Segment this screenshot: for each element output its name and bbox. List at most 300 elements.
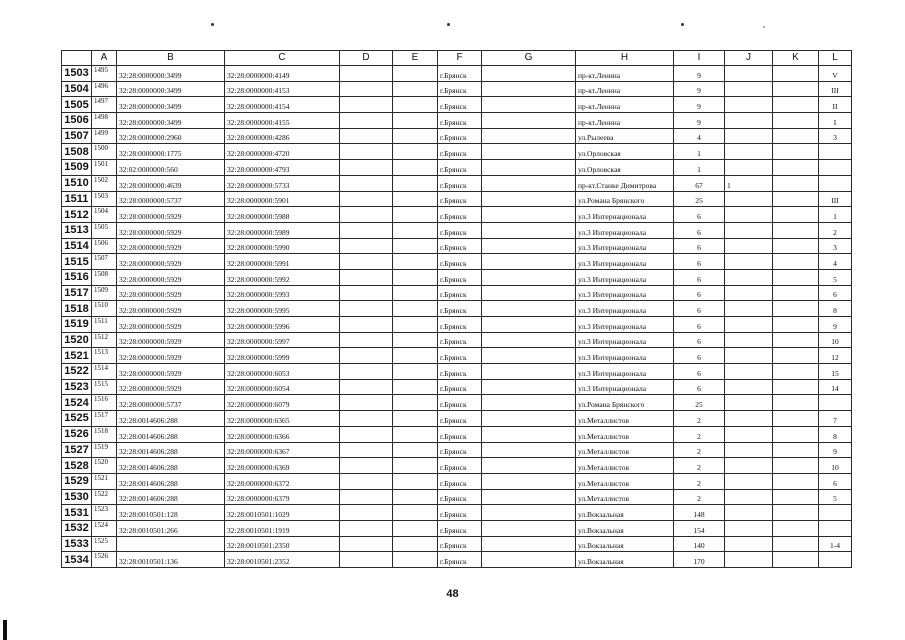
- cell-c[interactable]: 32:28:0000000:6053: [225, 364, 340, 380]
- cell-j[interactable]: [725, 285, 773, 301]
- row-header[interactable]: 1513: [62, 222, 92, 238]
- cell-d[interactable]: [340, 144, 393, 160]
- cell-g[interactable]: [482, 442, 576, 458]
- cell-b[interactable]: 32:28:0000000:3499: [117, 113, 225, 129]
- cell-l[interactable]: [819, 395, 852, 411]
- cell-a[interactable]: 1524: [92, 520, 117, 536]
- cell-c[interactable]: 32:28:0000000:6369: [225, 458, 340, 474]
- row-header[interactable]: 1524: [62, 395, 92, 411]
- cell-g[interactable]: [482, 520, 576, 536]
- cell-c[interactable]: 32:28:0000000:6365: [225, 411, 340, 427]
- cell-j[interactable]: [725, 254, 773, 270]
- cell-g[interactable]: [482, 348, 576, 364]
- cell-e[interactable]: [393, 442, 438, 458]
- cell-f[interactable]: г.Брянск: [438, 128, 482, 144]
- cell-f[interactable]: г.Брянск: [438, 285, 482, 301]
- cell-l[interactable]: 3: [819, 238, 852, 254]
- cell-l[interactable]: 15: [819, 364, 852, 380]
- cell-l[interactable]: 12: [819, 348, 852, 364]
- cell-l[interactable]: III: [819, 81, 852, 97]
- cell-j[interactable]: [725, 505, 773, 521]
- cell-k[interactable]: [773, 379, 819, 395]
- row-header[interactable]: 1517: [62, 285, 92, 301]
- row-header[interactable]: 1527: [62, 442, 92, 458]
- cell-l[interactable]: 10: [819, 332, 852, 348]
- cell-k[interactable]: [773, 175, 819, 191]
- cell-a[interactable]: 1515: [92, 379, 117, 395]
- cell-i[interactable]: 6: [674, 238, 725, 254]
- cell-b[interactable]: 32:28:0000000:5929: [117, 364, 225, 380]
- cell-b[interactable]: 32:28:0000000:3499: [117, 97, 225, 113]
- cell-e[interactable]: [393, 473, 438, 489]
- cell-k[interactable]: [773, 317, 819, 333]
- cell-h[interactable]: ул.3 Интернационала: [576, 332, 674, 348]
- cell-h[interactable]: ул.Вокзальная: [576, 536, 674, 552]
- cell-f[interactable]: г.Брянск: [438, 395, 482, 411]
- cell-i[interactable]: 6: [674, 269, 725, 285]
- cell-l[interactable]: 9: [819, 442, 852, 458]
- cell-k[interactable]: [773, 222, 819, 238]
- cell-l[interactable]: 8: [819, 301, 852, 317]
- cell-g[interactable]: [482, 536, 576, 552]
- cell-e[interactable]: [393, 489, 438, 505]
- cell-a[interactable]: 1497: [92, 97, 117, 113]
- cell-d[interactable]: [340, 442, 393, 458]
- cell-g[interactable]: [482, 254, 576, 270]
- cell-h[interactable]: ул.Вокзальная: [576, 520, 674, 536]
- cell-j[interactable]: [725, 411, 773, 427]
- column-header[interactable]: J: [725, 51, 773, 66]
- column-header[interactable]: C: [225, 51, 340, 66]
- cell-j[interactable]: [725, 552, 773, 568]
- column-header[interactable]: E: [393, 51, 438, 66]
- cell-i[interactable]: 9: [674, 81, 725, 97]
- cell-k[interactable]: [773, 395, 819, 411]
- row-header[interactable]: 1507: [62, 128, 92, 144]
- cell-h[interactable]: ул.Вокзальная: [576, 505, 674, 521]
- cell-i[interactable]: 6: [674, 254, 725, 270]
- cell-f[interactable]: г.Брянск: [438, 411, 482, 427]
- cell-l[interactable]: 3: [819, 128, 852, 144]
- cell-g[interactable]: [482, 458, 576, 474]
- cell-j[interactable]: [725, 191, 773, 207]
- cell-c[interactable]: 32:28:0000000:5988: [225, 207, 340, 223]
- cell-e[interactable]: [393, 505, 438, 521]
- cell-i[interactable]: 4: [674, 128, 725, 144]
- cell-a[interactable]: 1526: [92, 552, 117, 568]
- cell-d[interactable]: [340, 520, 393, 536]
- cell-a[interactable]: 1501: [92, 160, 117, 176]
- cell-h[interactable]: ул.3 Интернационала: [576, 379, 674, 395]
- cell-l[interactable]: [819, 505, 852, 521]
- cell-e[interactable]: [393, 536, 438, 552]
- cell-k[interactable]: [773, 254, 819, 270]
- cell-c[interactable]: 32:28:0000000:6367: [225, 442, 340, 458]
- cell-b[interactable]: 32:28:0014606:288: [117, 489, 225, 505]
- column-header[interactable]: L: [819, 51, 852, 66]
- cell-k[interactable]: [773, 536, 819, 552]
- cell-d[interactable]: [340, 81, 393, 97]
- cell-l[interactable]: 7: [819, 411, 852, 427]
- cell-d[interactable]: [340, 128, 393, 144]
- row-header[interactable]: 1508: [62, 144, 92, 160]
- cell-h[interactable]: ул.Романа Брянского: [576, 191, 674, 207]
- cell-i[interactable]: 2: [674, 458, 725, 474]
- cell-g[interactable]: [482, 81, 576, 97]
- cell-c[interactable]: 32:28:0010501:1919: [225, 520, 340, 536]
- row-header[interactable]: 1506: [62, 113, 92, 129]
- cell-d[interactable]: [340, 458, 393, 474]
- cell-h[interactable]: ул.Романа Брянского: [576, 395, 674, 411]
- cell-g[interactable]: [482, 175, 576, 191]
- cell-g[interactable]: [482, 222, 576, 238]
- cell-e[interactable]: [393, 144, 438, 160]
- cell-a[interactable]: 1522: [92, 489, 117, 505]
- cell-f[interactable]: г.Брянск: [438, 113, 482, 129]
- cell-b[interactable]: 32:28:0014606:288: [117, 458, 225, 474]
- cell-i[interactable]: 6: [674, 379, 725, 395]
- cell-a[interactable]: 1495: [92, 66, 117, 82]
- cell-j[interactable]: [725, 520, 773, 536]
- cell-g[interactable]: [482, 269, 576, 285]
- cell-k[interactable]: [773, 238, 819, 254]
- cell-g[interactable]: [482, 395, 576, 411]
- cell-a[interactable]: 1512: [92, 332, 117, 348]
- cell-f[interactable]: г.Брянск: [438, 520, 482, 536]
- cell-b[interactable]: 32:28:0014606:288: [117, 426, 225, 442]
- cell-i[interactable]: 6: [674, 317, 725, 333]
- row-header[interactable]: 1504: [62, 81, 92, 97]
- cell-j[interactable]: [725, 458, 773, 474]
- row-header[interactable]: 1514: [62, 238, 92, 254]
- cell-c[interactable]: 32:28:0000000:4720: [225, 144, 340, 160]
- cell-g[interactable]: [482, 238, 576, 254]
- cell-d[interactable]: [340, 411, 393, 427]
- cell-i[interactable]: 2: [674, 489, 725, 505]
- cell-i[interactable]: 25: [674, 395, 725, 411]
- cell-e[interactable]: [393, 81, 438, 97]
- cell-l[interactable]: III: [819, 191, 852, 207]
- cell-e[interactable]: [393, 285, 438, 301]
- cell-f[interactable]: г.Брянск: [438, 81, 482, 97]
- cell-a[interactable]: 1513: [92, 348, 117, 364]
- cell-a[interactable]: 1499: [92, 128, 117, 144]
- cell-f[interactable]: г.Брянск: [438, 473, 482, 489]
- cell-l[interactable]: 1-4: [819, 536, 852, 552]
- cell-i[interactable]: 9: [674, 97, 725, 113]
- cell-h[interactable]: ул.3 Интернационала: [576, 364, 674, 380]
- cell-a[interactable]: 1511: [92, 317, 117, 333]
- cell-g[interactable]: [482, 379, 576, 395]
- cell-a[interactable]: 1503: [92, 191, 117, 207]
- cell-c[interactable]: 32:28:0000000:6079: [225, 395, 340, 411]
- cell-k[interactable]: [773, 505, 819, 521]
- cell-j[interactable]: [725, 113, 773, 129]
- cell-c[interactable]: 32:28:0010501:2352: [225, 552, 340, 568]
- cell-e[interactable]: [393, 66, 438, 82]
- row-header[interactable]: 1515: [62, 254, 92, 270]
- cell-g[interactable]: [482, 332, 576, 348]
- cell-e[interactable]: [393, 97, 438, 113]
- cell-k[interactable]: [773, 81, 819, 97]
- cell-e[interactable]: [393, 254, 438, 270]
- cell-l[interactable]: 5: [819, 489, 852, 505]
- cell-d[interactable]: [340, 395, 393, 411]
- cell-h[interactable]: пр-кт.Ленина: [576, 113, 674, 129]
- cell-g[interactable]: [482, 66, 576, 82]
- cell-l[interactable]: [819, 160, 852, 176]
- cell-j[interactable]: [725, 128, 773, 144]
- cell-e[interactable]: [393, 207, 438, 223]
- cell-k[interactable]: [773, 97, 819, 113]
- cell-c[interactable]: 32:28:0000000:5999: [225, 348, 340, 364]
- cell-d[interactable]: [340, 238, 393, 254]
- cell-l[interactable]: [819, 552, 852, 568]
- cell-k[interactable]: [773, 426, 819, 442]
- cell-b[interactable]: 32:28:0000000:3499: [117, 66, 225, 82]
- column-header[interactable]: D: [340, 51, 393, 66]
- cell-d[interactable]: [340, 66, 393, 82]
- cell-i[interactable]: 1: [674, 160, 725, 176]
- cell-g[interactable]: [482, 364, 576, 380]
- cell-g[interactable]: [482, 489, 576, 505]
- row-header[interactable]: 1509: [62, 160, 92, 176]
- cell-d[interactable]: [340, 317, 393, 333]
- cell-d[interactable]: [340, 348, 393, 364]
- column-header[interactable]: I: [674, 51, 725, 66]
- cell-d[interactable]: [340, 301, 393, 317]
- cell-d[interactable]: [340, 97, 393, 113]
- cell-c[interactable]: 32:28:0000000:6379: [225, 489, 340, 505]
- cell-c[interactable]: 32:28:0000000:5992: [225, 269, 340, 285]
- cell-f[interactable]: г.Брянск: [438, 222, 482, 238]
- cell-d[interactable]: [340, 254, 393, 270]
- cell-k[interactable]: [773, 442, 819, 458]
- row-header[interactable]: 1519: [62, 317, 92, 333]
- cell-k[interactable]: [773, 348, 819, 364]
- cell-e[interactable]: [393, 113, 438, 129]
- cell-e[interactable]: [393, 191, 438, 207]
- cell-g[interactable]: [482, 552, 576, 568]
- cell-i[interactable]: 2: [674, 411, 725, 427]
- cell-f[interactable]: г.Брянск: [438, 207, 482, 223]
- cell-c[interactable]: 32:28:0000000:4153: [225, 81, 340, 97]
- cell-k[interactable]: [773, 473, 819, 489]
- cell-h[interactable]: ул.3 Интернационала: [576, 254, 674, 270]
- cell-l[interactable]: 4: [819, 254, 852, 270]
- cell-l[interactable]: 6: [819, 285, 852, 301]
- row-header[interactable]: 1532: [62, 520, 92, 536]
- cell-b[interactable]: 32:28:0000000:5929: [117, 269, 225, 285]
- cell-g[interactable]: [482, 473, 576, 489]
- cell-d[interactable]: [340, 332, 393, 348]
- column-header[interactable]: G: [482, 51, 576, 66]
- cell-g[interactable]: [482, 97, 576, 113]
- cell-g[interactable]: [482, 160, 576, 176]
- cell-b[interactable]: 32:28:0010501:266: [117, 520, 225, 536]
- cell-i[interactable]: 1: [674, 144, 725, 160]
- cell-j[interactable]: [725, 364, 773, 380]
- cell-c[interactable]: 32:28:0000000:5995: [225, 301, 340, 317]
- cell-d[interactable]: [340, 473, 393, 489]
- column-header[interactable]: B: [117, 51, 225, 66]
- row-header[interactable]: 1533: [62, 536, 92, 552]
- cell-e[interactable]: [393, 128, 438, 144]
- cell-a[interactable]: 1510: [92, 301, 117, 317]
- cell-c[interactable]: 32:28:0000000:5989: [225, 222, 340, 238]
- cell-b[interactable]: 32:28:0000000:5929: [117, 301, 225, 317]
- cell-k[interactable]: [773, 489, 819, 505]
- cell-d[interactable]: [340, 222, 393, 238]
- cell-b[interactable]: 32:28:0000000:5929: [117, 207, 225, 223]
- cell-j[interactable]: [725, 238, 773, 254]
- cell-c[interactable]: 32:28:0010501:2350: [225, 536, 340, 552]
- cell-k[interactable]: [773, 160, 819, 176]
- cell-j[interactable]: [725, 442, 773, 458]
- cell-f[interactable]: г.Брянск: [438, 536, 482, 552]
- cell-k[interactable]: [773, 128, 819, 144]
- cell-g[interactable]: [482, 317, 576, 333]
- cell-d[interactable]: [340, 379, 393, 395]
- cell-h[interactable]: пр-кт.Ленина: [576, 97, 674, 113]
- cell-i[interactable]: 2: [674, 473, 725, 489]
- cell-h[interactable]: ул.3 Интернационала: [576, 269, 674, 285]
- cell-f[interactable]: г.Брянск: [438, 458, 482, 474]
- cell-g[interactable]: [482, 426, 576, 442]
- cell-b[interactable]: 32:28:0000000:5929: [117, 254, 225, 270]
- cell-d[interactable]: [340, 505, 393, 521]
- cell-e[interactable]: [393, 160, 438, 176]
- cell-e[interactable]: [393, 426, 438, 442]
- cell-i[interactable]: 148: [674, 505, 725, 521]
- cell-c[interactable]: 32:28:0000000:4793: [225, 160, 340, 176]
- cell-l[interactable]: V: [819, 66, 852, 82]
- cell-j[interactable]: [725, 395, 773, 411]
- cell-f[interactable]: г.Брянск: [438, 144, 482, 160]
- cell-j[interactable]: [725, 426, 773, 442]
- cell-d[interactable]: [340, 160, 393, 176]
- cell-c[interactable]: 32:28:0000000:5901: [225, 191, 340, 207]
- cell-b[interactable]: 32:28:0000000:5737: [117, 395, 225, 411]
- cell-i[interactable]: 170: [674, 552, 725, 568]
- cell-f[interactable]: г.Брянск: [438, 269, 482, 285]
- cell-b[interactable]: 32:28:0014606:288: [117, 411, 225, 427]
- cell-d[interactable]: [340, 364, 393, 380]
- cell-h[interactable]: ул.3 Интернационала: [576, 317, 674, 333]
- cell-e[interactable]: [393, 301, 438, 317]
- cell-i[interactable]: 6: [674, 285, 725, 301]
- cell-g[interactable]: [482, 505, 576, 521]
- cell-f[interactable]: г.Брянск: [438, 348, 482, 364]
- cell-l[interactable]: [819, 144, 852, 160]
- cell-g[interactable]: [482, 144, 576, 160]
- cell-j[interactable]: [725, 222, 773, 238]
- cell-i[interactable]: 67: [674, 175, 725, 191]
- column-header[interactable]: H: [576, 51, 674, 66]
- cell-c[interactable]: 32:28:0000000:4155: [225, 113, 340, 129]
- cell-c[interactable]: 32:28:0000000:4154: [225, 97, 340, 113]
- cell-h[interactable]: ул.3 Интернационала: [576, 301, 674, 317]
- cell-f[interactable]: г.Брянск: [438, 505, 482, 521]
- cell-e[interactable]: [393, 520, 438, 536]
- row-header[interactable]: 1510: [62, 175, 92, 191]
- cell-h[interactable]: ул.Металлистов: [576, 489, 674, 505]
- cell-d[interactable]: [340, 113, 393, 129]
- cell-b[interactable]: 32:28:0000000:4639: [117, 175, 225, 191]
- row-header[interactable]: 1530: [62, 489, 92, 505]
- cell-j[interactable]: [725, 81, 773, 97]
- cell-b[interactable]: 32:28:0000000:5929: [117, 332, 225, 348]
- cell-e[interactable]: [393, 458, 438, 474]
- cell-d[interactable]: [340, 552, 393, 568]
- cell-l[interactable]: 8: [819, 426, 852, 442]
- cell-d[interactable]: [340, 489, 393, 505]
- cell-h[interactable]: ул.Орловская: [576, 144, 674, 160]
- cell-j[interactable]: 1: [725, 175, 773, 191]
- cell-j[interactable]: [725, 379, 773, 395]
- cell-i[interactable]: 6: [674, 207, 725, 223]
- cell-j[interactable]: [725, 207, 773, 223]
- cell-e[interactable]: [393, 222, 438, 238]
- cell-k[interactable]: [773, 552, 819, 568]
- cell-c[interactable]: 32:28:0000000:4149: [225, 66, 340, 82]
- cell-c[interactable]: 32:28:0000000:5990: [225, 238, 340, 254]
- cell-j[interactable]: [725, 317, 773, 333]
- cell-j[interactable]: [725, 301, 773, 317]
- cell-d[interactable]: [340, 175, 393, 191]
- cell-k[interactable]: [773, 113, 819, 129]
- cell-a[interactable]: 1521: [92, 473, 117, 489]
- cell-j[interactable]: [725, 144, 773, 160]
- cell-a[interactable]: 1507: [92, 254, 117, 270]
- cell-k[interactable]: [773, 301, 819, 317]
- cell-d[interactable]: [340, 191, 393, 207]
- cell-f[interactable]: г.Брянск: [438, 97, 482, 113]
- cell-a[interactable]: 1516: [92, 395, 117, 411]
- cell-d[interactable]: [340, 285, 393, 301]
- cell-b[interactable]: 32:28:0000000:5929: [117, 348, 225, 364]
- cell-k[interactable]: [773, 191, 819, 207]
- cell-b[interactable]: 32:02:0000000:560: [117, 160, 225, 176]
- cell-a[interactable]: 1500: [92, 144, 117, 160]
- row-header[interactable]: 1516: [62, 269, 92, 285]
- cell-f[interactable]: г.Брянск: [438, 317, 482, 333]
- cell-a[interactable]: 1509: [92, 285, 117, 301]
- cell-a[interactable]: 1502: [92, 175, 117, 191]
- cell-c[interactable]: 32:28:0000000:6372: [225, 473, 340, 489]
- cell-c[interactable]: 32:28:0000000:4286: [225, 128, 340, 144]
- cell-b[interactable]: 32:28:0000000:5929: [117, 222, 225, 238]
- row-header[interactable]: 1522: [62, 364, 92, 380]
- cell-g[interactable]: [482, 411, 576, 427]
- cell-b[interactable]: [117, 536, 225, 552]
- cell-b[interactable]: 32:28:0014606:288: [117, 473, 225, 489]
- cell-i[interactable]: 154: [674, 520, 725, 536]
- cell-l[interactable]: 10: [819, 458, 852, 474]
- cell-f[interactable]: г.Брянск: [438, 160, 482, 176]
- cell-i[interactable]: 25: [674, 191, 725, 207]
- cell-j[interactable]: [725, 66, 773, 82]
- cell-f[interactable]: г.Брянск: [438, 364, 482, 380]
- cell-i[interactable]: 6: [674, 348, 725, 364]
- cell-b[interactable]: 32:28:0010501:136: [117, 552, 225, 568]
- cell-c[interactable]: 32:28:0000000:6366: [225, 426, 340, 442]
- cell-e[interactable]: [393, 411, 438, 427]
- cell-f[interactable]: г.Брянск: [438, 426, 482, 442]
- cell-f[interactable]: г.Брянск: [438, 332, 482, 348]
- cell-a[interactable]: 1520: [92, 458, 117, 474]
- cell-l[interactable]: 5: [819, 269, 852, 285]
